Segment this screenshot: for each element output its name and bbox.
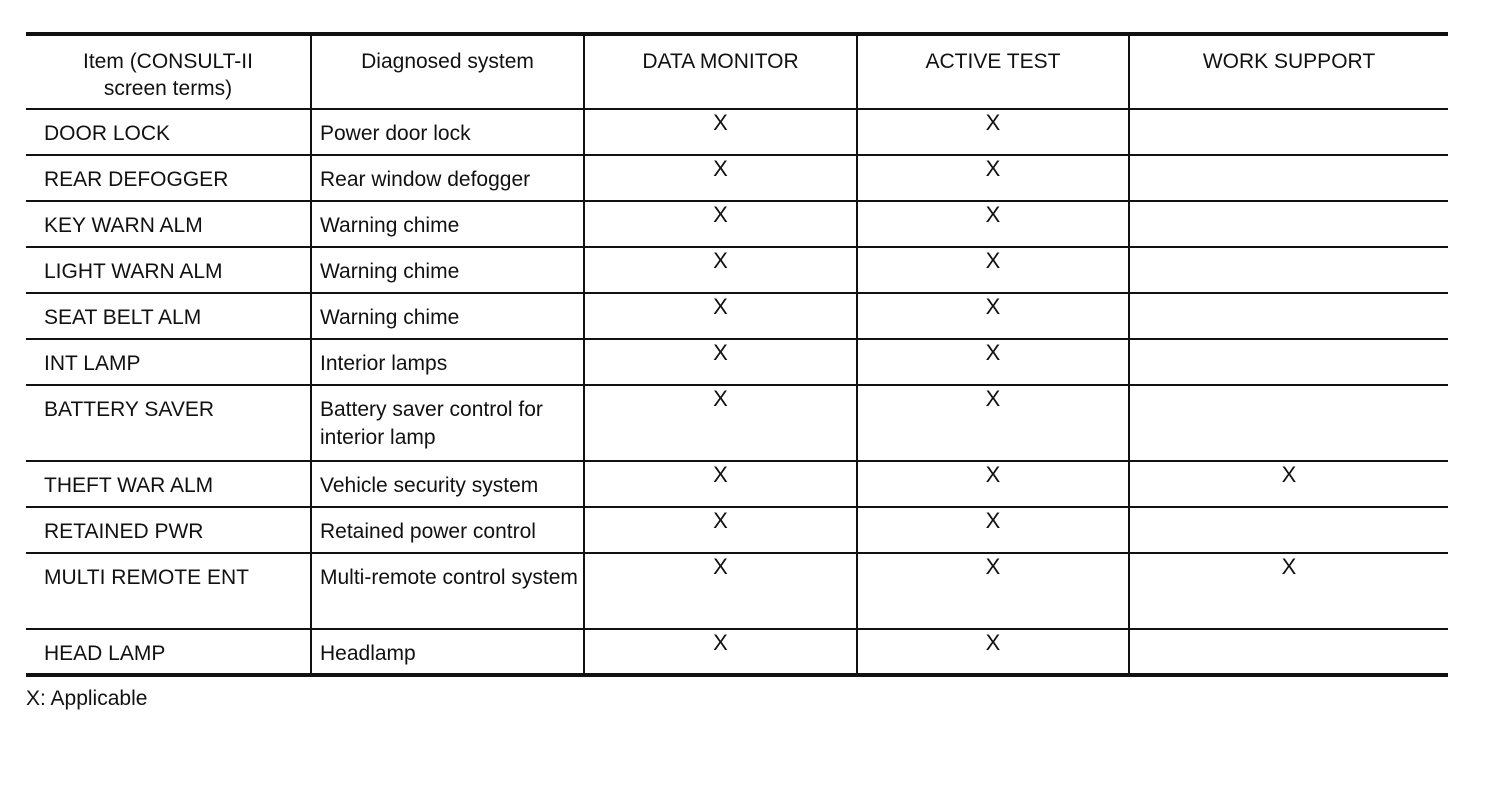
- data-monitor-cell: X: [584, 201, 857, 247]
- active-test-cell: X: [857, 293, 1129, 339]
- work-support-cell: [1129, 339, 1448, 385]
- active-test-cell: X: [857, 339, 1129, 385]
- active-test-cell: X: [857, 247, 1129, 293]
- header-diagnosed-system: Diagnosed system: [311, 34, 584, 109]
- item-cell: THEFT WAR ALM: [26, 461, 311, 507]
- item-cell: REAR DEFOGGER: [26, 155, 311, 201]
- legend-note: X: Applicable: [26, 687, 148, 710]
- active-test-cell: X: [857, 109, 1129, 155]
- data-monitor-cell: X: [584, 553, 857, 629]
- header-work-support: WORK SUPPORT: [1129, 34, 1448, 109]
- table-row: [26, 109, 1448, 155]
- system-cell: Retained power control: [311, 507, 584, 553]
- data-monitor-cell: X: [584, 247, 857, 293]
- system-cell: Power door lock: [311, 109, 584, 155]
- active-test-cell: X: [857, 385, 1129, 461]
- data-monitor-cell: X: [584, 507, 857, 553]
- item-cell: INT LAMP: [26, 339, 311, 385]
- table-row: [26, 293, 1448, 339]
- header-row: [26, 34, 1448, 109]
- table-row: [26, 629, 1448, 675]
- system-cell: Headlamp: [311, 629, 584, 675]
- system-cell: Warning chime: [311, 201, 584, 247]
- system-cell: Rear window defogger: [311, 155, 584, 201]
- table-row: [26, 385, 1448, 461]
- data-monitor-cell: X: [584, 293, 857, 339]
- system-cell: Interior lamps: [311, 339, 584, 385]
- item-cell: SEAT BELT ALM: [26, 293, 311, 339]
- document: [26, 32, 1448, 711]
- table-row: [26, 461, 1448, 507]
- consult-function-table: [26, 32, 1448, 677]
- header-data-monitor: DATA MONITOR: [584, 34, 857, 109]
- work-support-cell: [1129, 507, 1448, 553]
- work-support-cell: [1129, 201, 1448, 247]
- table-row: [26, 553, 1448, 629]
- data-monitor-cell: X: [584, 629, 857, 675]
- active-test-cell: X: [857, 155, 1129, 201]
- table-row: [26, 339, 1448, 385]
- system-cell: Battery saver control for interior lamp: [311, 385, 584, 461]
- data-monitor-cell: X: [584, 155, 857, 201]
- active-test-cell: X: [857, 629, 1129, 675]
- item-cell: HEAD LAMP: [44, 642, 166, 665]
- data-monitor-cell: X: [584, 385, 857, 461]
- work-support-cell: [1129, 155, 1448, 201]
- active-test-cell: X: [857, 507, 1129, 553]
- work-support-cell: [1129, 109, 1448, 155]
- item-cell: BATTERY SAVER: [26, 385, 311, 461]
- work-support-cell: [1129, 629, 1448, 675]
- system-cell: Multi-remote control system: [311, 553, 584, 629]
- data-monitor-cell: X: [584, 339, 857, 385]
- table-row: [26, 507, 1448, 553]
- active-test-cell: X: [857, 461, 1129, 507]
- work-support-cell: X: [1129, 461, 1448, 507]
- system-cell: Warning chime: [311, 293, 584, 339]
- item-cell: LIGHT WARN ALM: [26, 247, 311, 293]
- table-row: [26, 201, 1448, 247]
- item-cell: KEY WARN ALM: [26, 201, 311, 247]
- item-cell: RETAINED PWR: [26, 507, 311, 553]
- header-active-test: ACTIVE TEST: [857, 34, 1129, 109]
- data-monitor-cell: X: [584, 461, 857, 507]
- table-row: [26, 247, 1448, 293]
- system-cell: Warning chime: [311, 247, 584, 293]
- header-item: Item (CONSULT-II screen terms): [26, 34, 311, 109]
- work-support-cell: [1129, 385, 1448, 461]
- active-test-cell: X: [857, 553, 1129, 629]
- work-support-cell: [1129, 293, 1448, 339]
- data-monitor-cell: X: [584, 109, 857, 155]
- work-support-cell: [1129, 247, 1448, 293]
- item-cell: MULTI REMOTE ENT: [26, 553, 311, 629]
- system-cell: Vehicle security system: [311, 461, 584, 507]
- active-test-cell: X: [857, 201, 1129, 247]
- work-support-cell: X: [1129, 553, 1448, 629]
- table-row: [26, 155, 1448, 201]
- item-cell: DOOR LOCK: [26, 109, 311, 155]
